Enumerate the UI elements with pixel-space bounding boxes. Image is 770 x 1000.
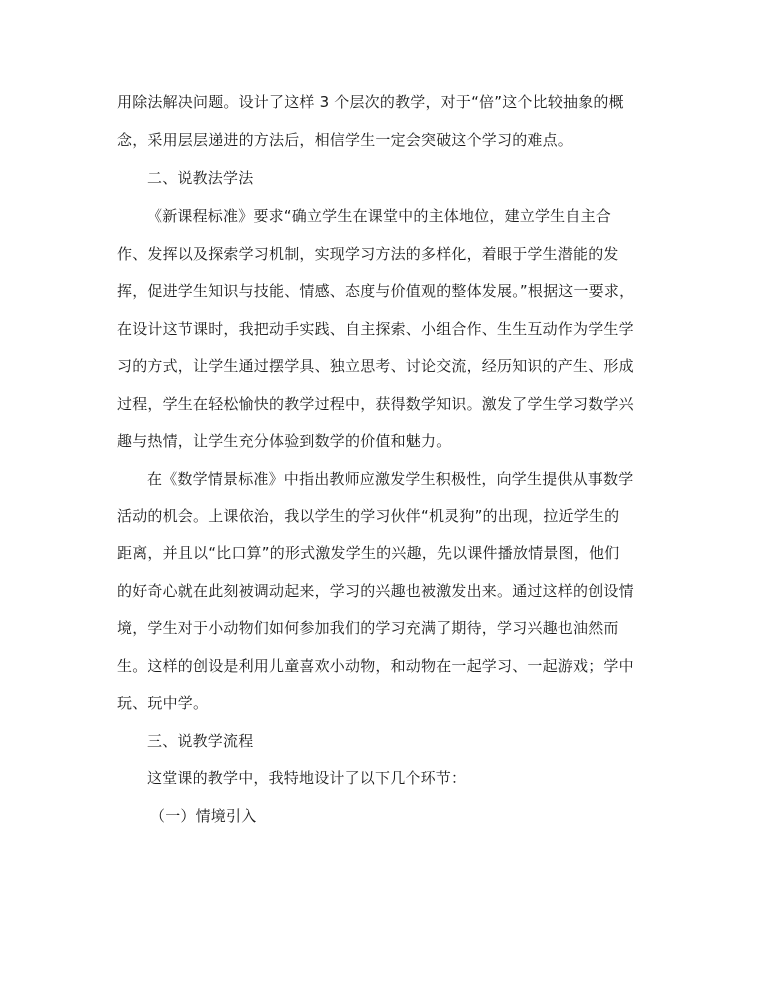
paragraph-line: 在设计这节课时，我把动手实践、自主探索、小组合作、生生互动作为学生学 xyxy=(117,320,634,338)
paragraph-line: 玩、玩中学。 xyxy=(117,694,209,712)
paragraph-line: 距离，并且以“比口算”的形式激发学生的兴趣，先以课件播放情景图，他们 xyxy=(117,544,620,562)
paragraph-line: 活动的机会。上课依治，我以学生的学习伙伴“机灵狗”的出现，拉近学生的 xyxy=(117,507,620,525)
paragraph-line: 趣与热情，让学生充分体验到数学的价值和魅力。 xyxy=(117,432,452,450)
paragraph-line: 在《数学情景标准》中指出教师应激发学生积极性，向学生提供从事数学 xyxy=(147,470,634,488)
paragraph-line: 生。这样的创设是利用儿童喜欢小动物，和动物在一起学习、一起游戏；学中 xyxy=(117,657,634,675)
paragraph-line: 过程，学生在轻松愉快的教学过程中，获得数学知识。激发了学生学习数学兴 xyxy=(117,395,634,413)
section-heading: 三、说教学流程 xyxy=(147,732,254,750)
paragraph-line: 用除法解决问题。设计了这样 3 个层次的教学，对于“倍”这个比较抽象的概 xyxy=(117,93,624,111)
paragraph-line: 的好奇心就在此刻被调动起来，学习的兴趣也被激发出来。通过这样的创设情 xyxy=(117,582,634,600)
paragraph-line: 这堂课的教学中，我特地设计了以下几个环节： xyxy=(147,769,467,787)
paragraph-line: 习的方式，让学生通过摆学具、独立思考、讨论交流，经历知识的产生、形成 xyxy=(117,357,634,375)
paragraph-line: 念，采用层层递进的方法后，相信学生一定会突破这个学习的难点。 xyxy=(117,131,574,149)
paragraph-line: 挥，促进学生知识与技能、情感、态度与价值观的整体发展。”根据这一要求， xyxy=(117,282,635,300)
section-heading: 二、说教法学法 xyxy=(147,169,254,187)
subsection-heading: （一）情境引入 xyxy=(150,807,257,825)
paragraph-line: 《新课程标准》要求“确立学生在课堂中的主体地位，建立学生自主合 xyxy=(147,207,611,225)
paragraph-line: 作、发挥以及探索学习机制，实现学习方法的多样化，着眼于学生潜能的发 xyxy=(117,245,619,263)
paragraph-line: 境，学生对于小动物们如何参加我们的学习充满了期待，学习兴趣也油然而 xyxy=(117,619,619,637)
